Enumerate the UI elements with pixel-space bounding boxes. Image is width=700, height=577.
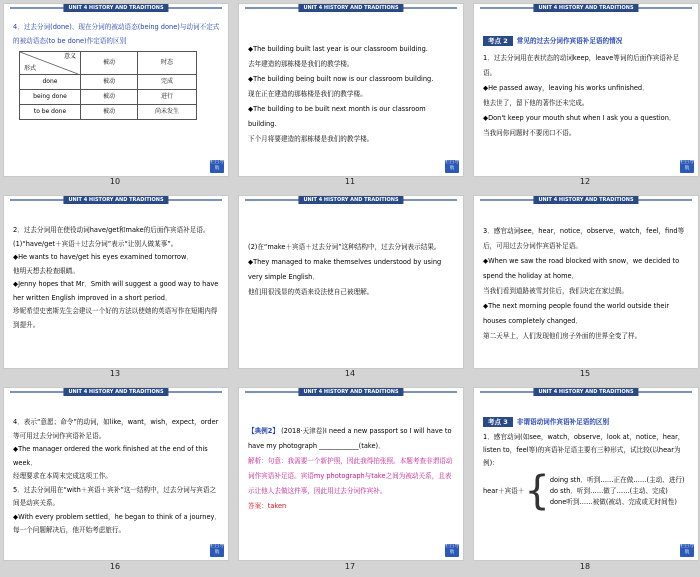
kaodian-badge: 考点 3	[483, 417, 513, 427]
slide-16: UNIT 4 HISTORY AND TRADITIONS 4．表示“意愿；命令”的动词，如like，want，wish，expect，order等可用过去分词作宾语补足语。 ◆The manager ordered the work finished at the end of this week． 经理要求在本周末完成这项工作。 5．过去分词用在“with＋宾语＋宾补”这一结构中，过去分词与宾语之间是动宾关系。 ◆With every problem settled，he began to think of a journey． 每一个问题解决后，他开始考虑旅行。 栏目导航	[3, 387, 229, 561]
nav-logo[interactable]: 栏目导航	[210, 160, 224, 171]
slide-header: UNIT 4 HISTORY AND TRADITIONS	[4, 388, 228, 397]
slide-header: UNIT 4 HISTORY AND TRADITIONS	[4, 196, 228, 205]
slide-header: UNIT 4 HISTORY AND TRADITIONS	[239, 388, 463, 397]
slide-11: UNIT 4 HISTORY AND TRADITIONS ◆The building built last year is our classroom building. 去年建造的那栋楼是我们的教学楼。 ◆The building being built now is our classroom building. 现在正在建造的那栋楼是我们的教学楼。 ◆The building to be built next month is our classroom building. 下个月将要建造的那栋楼是我们的教学楼。 栏目导航	[238, 3, 464, 177]
slide-header: UNIT 4 HISTORY AND TRADITIONS	[474, 4, 698, 13]
slide-number: 18	[579, 562, 591, 571]
table-row: done 被动 完成	[20, 75, 197, 90]
slide-header: UNIT 4 HISTORY AND TRADITIONS	[474, 388, 698, 397]
comparison-table	[19, 51, 197, 120]
table-row: to be done 被动 尚未发生	[20, 105, 197, 120]
slide-header: UNIT 4 HISTORY AND TRADITIONS	[239, 196, 463, 205]
nav-logo[interactable]: 栏目导航	[445, 160, 459, 171]
option-item: doing sth．听到……正在做……(主动、进行)	[549, 475, 685, 484]
slide-header: UNIT 4 HISTORY AND TRADITIONS	[474, 196, 698, 205]
slide-14: UNIT 4 HISTORY AND TRADITIONS (2)在“make＋宾语＋过去分词”这种结构中，过去分词表示结果。 ◆They managed to make themselves understood by using very simple English． 他们用很浅显的英语来设法使自己被理解。	[238, 195, 464, 369]
slide-header: UNIT 4 HISTORY AND TRADITIONS	[239, 4, 463, 13]
option-item: done听到……被做(被动、完成或无时间性)	[549, 497, 677, 506]
slide-18	[473, 387, 699, 561]
slide-17	[238, 387, 464, 561]
slide-title: 4．过去分词(done)、现在分词的被动语态(being done)与动词不定式的被动语态(to be done)作定语的区别	[13, 23, 220, 45]
slide-header	[4, 4, 228, 13]
brace-icon: {	[524, 468, 550, 514]
option-item: do sth．听到……做了……(主动、完成)	[549, 486, 668, 495]
intro-text: 1．感官动词(如see，watch，observe，look at，notice，hear，listen to，feel等)的宾语补足语主要有三种形式，试比较(以hear为例)：	[483, 433, 685, 467]
slide-10	[3, 3, 229, 177]
slide-number: 14	[344, 369, 356, 378]
nav-logo[interactable]: 栏目导航	[680, 160, 694, 171]
answer-text: 答案：taken	[248, 502, 287, 510]
table-row: being done 被动 进行	[20, 90, 197, 105]
structure-lead: hear＋宾语＋	[483, 486, 525, 495]
example-label: 【典例2】	[248, 427, 279, 435]
slide-number: 11	[344, 177, 356, 186]
slide-13: UNIT 4 HISTORY AND TRADITIONS 2．过去分词用在使役动词have/get和make的后面作宾语补足语。 (1)“have/get＋宾语＋过去分词”表示“让别人做某事”。 ◆He wants to have/get his eyes examined tomorrow． 他明天想去检查眼睛。 ◆Jenny hopes that Mr．Smith will suggest a good way to have her written English improved in a short period． 珍妮希望史密斯先生会建议一个好的方法以使她的英语写作在短期内得到提升。	[3, 195, 229, 369]
nav-logo[interactable]: 栏目导航	[445, 544, 459, 555]
example-text: (2018·天津卷)I need a new passport so I will have to have my photograph ____________(take)．	[248, 427, 452, 450]
slide-number: 16	[109, 562, 121, 571]
kaodian-title: 常见的过去分词作宾语补足语的情况	[516, 37, 623, 45]
slide-number: 13	[109, 369, 121, 378]
nav-logo[interactable]: 栏目导航	[680, 544, 694, 555]
slide-15: UNIT 4 HISTORY AND TRADITIONS 3．感官动词see，hear，notice，observe，watch，feel，find等后，可用过去分词作宾语补足语。 ◆When we saw the road blocked with snow，we decided to spend the holiday at home． 当我们看到道路被雪封住后，我们决定在家过假。 ◆The next morning people found the world outside their houses completely changed． 第二天早上，人们发现他们房子外面的世界全变了样。	[473, 195, 699, 369]
slide-number: 10	[109, 177, 121, 186]
table-header: 时态	[138, 52, 197, 75]
kaodian-badge: 考点 2	[483, 36, 513, 46]
table-corner: 意义 形式	[20, 52, 81, 75]
table-header: 被动	[81, 52, 138, 75]
slide-number: 12	[579, 177, 591, 186]
unit-tag: UNIT 4 HISTORY AND TRADITIONS	[63, 4, 168, 12]
kaodian-title: 非谓语动词作宾语补足语的区别	[516, 418, 610, 426]
analysis-text: 解析：句意：我需要一个新护照，因此我得拍张照。本题考查非谓语动词作宾语补足语。宾语my photograph与take之间为被动关系，且表示让他人去做这件事，因此用过去分词作宾补。	[248, 457, 453, 495]
slide-number: 17	[344, 562, 356, 571]
slide-number: 15	[579, 369, 591, 378]
slide-12: UNIT 4 HISTORY AND TRADITIONS 考点 2 常见的过去分词作宾语补足语的情况 1．过去分词用在表状态的动词keep，leave等词的后面作宾语补足语。 ◆He passed away，leaving his works unfinished． 他去世了，留下他的著作还未完成。 ◆Don't keep your mouth shut when I ask you a question． 当我问你问题时不要闭口不语。 栏目导航	[473, 3, 699, 177]
nav-logo[interactable]: 栏目导航	[210, 544, 224, 555]
